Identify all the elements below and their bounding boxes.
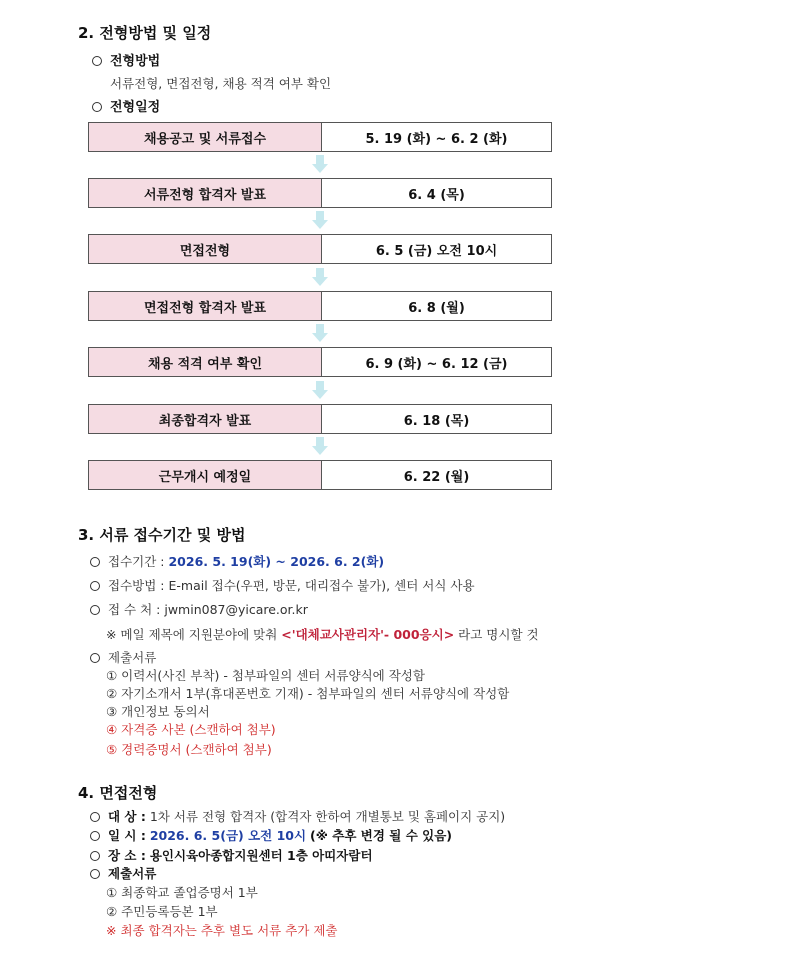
down-arrow-icon <box>312 155 328 173</box>
doc-item: ① 이력서(사진 부착) - 첨부파일의 센터 서류양식에 작성함 <box>106 668 425 683</box>
address-row <box>90 600 308 618</box>
circle-bullet-icon <box>92 102 102 112</box>
schedule-label: 근무개시 예정일 <box>89 461 322 489</box>
interview-target-row <box>90 807 505 825</box>
date-label: 일 시 : <box>108 828 146 843</box>
interview-date-row <box>90 826 452 844</box>
doc-item-required: ④ 자격증 사본 (스캔하여 첨부) <box>106 722 276 737</box>
interview-doc-item: ① 최종학교 졸업증명서 1부 <box>106 885 258 900</box>
place-value: 용인시육아종합지원센터 1층 아띠자람터 <box>149 848 373 863</box>
down-arrow-icon <box>312 211 328 229</box>
circle-bullet-icon <box>90 869 100 879</box>
doc-item: ③ 개인정보 동의서 <box>106 704 210 719</box>
note-highlight: <'대체교사관리자'- 000응시> <box>281 627 455 642</box>
circle-bullet-icon <box>90 851 100 861</box>
down-arrow-icon <box>312 381 328 399</box>
final-docs-note: ※ 최종 합격자는 추후 별도 서류 추가 제출 <box>106 923 338 938</box>
schedule-date: 6. 22 (월) <box>403 469 470 485</box>
section4-title: 4. 면접전형 <box>78 784 158 802</box>
schedule-label: 채용공고 및 서류접수 <box>89 123 322 151</box>
date-value: 2026. 6. 5(금) 오전 10시 <box>149 828 307 843</box>
schedule-row <box>88 347 552 377</box>
period-value: 2026. 5. 19(화) ~ 2026. 6. 2(화) <box>168 554 385 569</box>
date-note: (※ 추후 변경 될 수 있음) <box>310 828 452 843</box>
target-label: 대 상 : <box>108 809 146 824</box>
schedule-row <box>88 291 552 321</box>
schedule-label: 채용 적격 여부 확인 <box>89 348 322 376</box>
circle-bullet-icon <box>90 831 100 841</box>
schedule-row <box>88 178 552 208</box>
schedule-date: 5. 19 (화) ~ 6. 2 (화) <box>365 131 508 147</box>
period-row <box>90 552 384 570</box>
schedule-row <box>88 234 552 264</box>
down-arrow-icon <box>312 324 328 342</box>
schedule-date: 6. 18 (목) <box>403 413 470 429</box>
period-label: 접수기간 : <box>108 554 165 569</box>
circle-bullet-icon <box>92 56 102 66</box>
interview-docs-heading-row <box>90 864 156 882</box>
down-arrow-icon <box>312 437 328 455</box>
method-text: 서류전형, 면접전형, 채용 적격 여부 확인 <box>110 76 332 91</box>
doc-item: ② 자기소개서 1부(휴대폰번호 기재) - 첨부파일의 센터 서류양식에 작성함 <box>106 686 510 701</box>
interview-place-row <box>90 846 373 864</box>
submit-method-value: E-mail 접수(우편, 방문, 대리접수 불가), 센터 서식 사용 <box>168 578 475 593</box>
method-heading: 전형방법 <box>110 54 161 69</box>
schedule-date: 6. 8 (월) <box>408 300 465 316</box>
down-arrow-icon <box>312 268 328 286</box>
address-label: 접 수 처 : <box>108 602 161 617</box>
schedule-row <box>88 460 552 490</box>
submit-method-row <box>90 576 475 594</box>
doc-item-required: ⑤ 경력증명서 (스캔하여 첨부) <box>106 742 272 757</box>
interview-doc-item: ② 주민등록등본 1부 <box>106 904 218 919</box>
submit-method-label: 접수방법 : <box>108 578 165 593</box>
schedule-row <box>88 404 552 434</box>
docs-heading-row <box>90 648 156 666</box>
section3-title: 3. 서류 접수기간 및 방법 <box>78 526 246 544</box>
email-subject-note <box>106 625 539 643</box>
note-suffix: 라고 명시할 것 <box>458 627 539 642</box>
circle-bullet-icon <box>90 557 100 567</box>
interview-docs-heading: 제출서류 <box>108 866 157 881</box>
circle-bullet-icon <box>90 812 100 822</box>
note-prefix: ※ 메일 제목에 지원분야에 맞춰 <box>106 627 278 642</box>
schedule-label: 면접전형 <box>89 235 322 263</box>
circle-bullet-icon <box>90 653 100 663</box>
docs-heading: 제출서류 <box>108 650 157 665</box>
section2-title: 2. 전형방법 및 일정 <box>78 24 212 42</box>
schedule-label: 서류전형 합격자 발표 <box>89 179 322 207</box>
schedule-date: 6. 9 (화) ~ 6. 12 (금) <box>365 356 508 372</box>
circle-bullet-icon <box>90 605 100 615</box>
schedule-heading: 전형일정 <box>110 100 161 115</box>
schedule-date: 6. 5 (금) 오전 10시 <box>375 243 498 259</box>
schedule-heading-row <box>92 96 160 115</box>
place-label: 장 소 : <box>108 848 146 863</box>
circle-bullet-icon <box>90 581 100 591</box>
schedule-date: 6. 4 (목) <box>408 187 465 203</box>
email-address: jwmin087@yicare.or.kr <box>164 602 308 617</box>
target-value: 1차 서류 전형 합격자 (합격자 한하여 개별통보 및 홈페이지 공지) <box>149 809 506 824</box>
schedule-row <box>88 122 552 152</box>
method-heading-row <box>92 50 160 69</box>
schedule-label: 최종합격자 발표 <box>89 405 322 433</box>
schedule-label: 면접전형 합격자 발표 <box>89 292 322 320</box>
